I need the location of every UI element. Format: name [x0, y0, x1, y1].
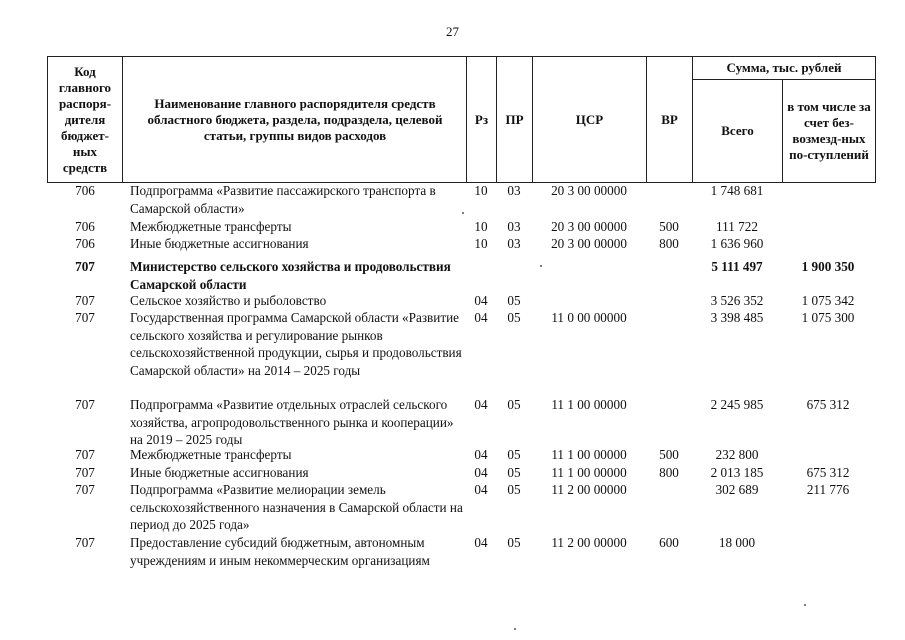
cell-csr: 20 3 00 00000	[551, 183, 627, 198]
cell-pr: 05	[507, 535, 521, 550]
cell-rz: 04	[474, 397, 488, 412]
cell-total: 2 013 185	[710, 465, 764, 480]
cell-pr: 05	[507, 482, 521, 497]
cell-incl: 1 075 300	[801, 310, 855, 325]
cell-total: 5 111 497	[711, 259, 763, 274]
cell-name: Подпрограмма «Развитие мелиорации земель сельскохозяйственного назначения в Самарской области на период до 2025 года»	[130, 482, 463, 532]
cell-name: Сельское хозяйство и рыболовство	[130, 293, 327, 308]
cell-total: 1 748 681	[710, 183, 764, 198]
cell-total: 18 000	[718, 535, 756, 550]
cell-vr: 500	[659, 219, 679, 234]
cell-rz: 10	[474, 183, 488, 198]
scan-speck	[462, 212, 464, 214]
header-sum: Сумма, тыс. рублей	[726, 60, 842, 75]
cell-name: Межбюджетные трансферты	[130, 447, 292, 462]
cell-rz: 04	[474, 293, 488, 308]
cell-pr: 03	[507, 183, 521, 198]
cell-code: 706	[75, 236, 95, 251]
cell-code: 707	[75, 465, 95, 480]
header-pr: ПР	[505, 111, 524, 127]
cell-name: Межбюджетные трансферты	[130, 219, 292, 234]
cell-rz: 10	[474, 219, 488, 234]
header-rz: Рз	[474, 111, 489, 127]
cell-vr: 500	[659, 447, 679, 462]
cell-code: 707	[75, 482, 95, 497]
cell-csr: 20 3 00 00000	[551, 219, 627, 234]
cell-csr: 11 2 00 00000	[551, 482, 627, 497]
cell-pr: 05	[507, 397, 521, 412]
cell-total: 2 245 985	[710, 397, 764, 412]
scan-speck	[540, 265, 542, 267]
header-incl: в том числе за счет без-возмезд-ных по-ступлений	[787, 99, 871, 162]
header-code: Код главного распоря-дителя бюджет-ных средств	[58, 63, 112, 175]
header-name: Наименование главного распорядителя средств областного бюджета, раздела, подраздела, целевой статьи, группы видов расходов	[147, 95, 443, 143]
page-number: 27	[446, 24, 459, 39]
scan-speck	[514, 628, 516, 630]
cell-name: Иные бюджетные ассигнования	[130, 236, 309, 251]
header-csr: ЦСР	[575, 111, 604, 127]
cell-total: 3 526 352	[710, 293, 764, 308]
cell-pr: 05	[507, 310, 521, 325]
cell-vr: 600	[659, 535, 679, 550]
cell-csr: 11 1 00 00000	[551, 397, 627, 412]
cell-code: 706	[75, 183, 95, 198]
cell-incl: 1 075 342	[801, 293, 855, 308]
cell-name: Предоставление субсидий бюджетным, автономным учреждениям и иным некоммерческим организациям	[130, 535, 430, 568]
header-vr: ВР	[661, 111, 678, 127]
cell-total: 232 800	[715, 447, 759, 462]
cell-total: 1 636 960	[710, 236, 764, 251]
cell-pr: 05	[507, 465, 521, 480]
cell-code: 707	[75, 535, 95, 550]
cell-name: Государственная программа Самарской области «Развитие сельского хозяйства и регулирование рынков сельскохозяйственной продукции, сырья и продовольствия Самарской области» на 2014 – 2025 годы	[130, 310, 462, 378]
cell-incl: 675 312	[806, 397, 850, 412]
cell-incl: 675 312	[806, 465, 850, 480]
cell-csr: 11 1 00 00000	[551, 465, 627, 480]
cell-csr: 11 2 00 00000	[551, 535, 627, 550]
cell-code: 707	[75, 447, 95, 462]
cell-rz: 04	[474, 310, 488, 325]
cell-rz: 04	[474, 482, 488, 497]
cell-incl: 1 900 350	[801, 259, 855, 274]
cell-pr: 03	[507, 219, 521, 234]
cell-pr: 05	[507, 447, 521, 462]
cell-total: 111 722	[716, 219, 758, 234]
cell-rz: 04	[474, 447, 488, 462]
cell-csr: 11 1 00 00000	[551, 447, 627, 462]
cell-name: Подпрограмма «Развитие отдельных отраслей сельского хозяйства, агропродовольственного рынка и кооперации» на 2019 – 2025 годы	[130, 397, 454, 447]
cell-name: Подпрограмма «Развитие пассажирского транспорта в Самарской области»	[130, 183, 436, 216]
table-header	[47, 56, 876, 183]
cell-total: 302 689	[715, 482, 759, 497]
cell-rz: 10	[474, 236, 488, 251]
cell-csr: 20 3 00 00000	[551, 236, 627, 251]
cell-pr: 05	[507, 293, 521, 308]
scan-speck	[804, 604, 806, 606]
cell-code: 707	[75, 293, 95, 308]
cell-total: 3 398 485	[710, 310, 764, 325]
cell-incl: 211 776	[806, 482, 850, 497]
header-total: Всего	[721, 123, 754, 138]
cell-code: 707	[75, 310, 95, 325]
cell-rz: 04	[474, 535, 488, 550]
cell-pr: 03	[507, 236, 521, 251]
cell-code: 707	[75, 259, 95, 274]
cell-code: 706	[75, 219, 95, 234]
cell-code: 707	[75, 397, 95, 412]
cell-csr: 11 0 00 00000	[551, 310, 627, 325]
cell-name: Иные бюджетные ассигнования	[130, 465, 309, 480]
cell-rz: 04	[474, 465, 488, 480]
cell-vr: 800	[659, 465, 679, 480]
cell-vr: 800	[659, 236, 679, 251]
cell-name: Министерство сельского хозяйства и продовольствия Самарской области	[130, 259, 451, 292]
